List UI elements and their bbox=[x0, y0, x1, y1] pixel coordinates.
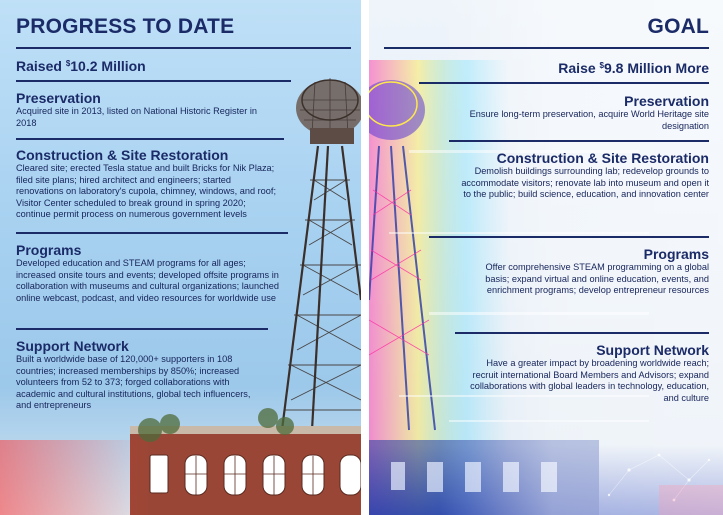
goal-heading-programs: Programs bbox=[643, 246, 709, 262]
section-body-construction: Cleared site; erected Tesla statue and built Bricks for Nik Plaza; filed site plans; hired architect and engineers; started renovations on laboratory's cupola, chimney, windows, and roof; Visitor Center scheduled to break ground in spring 2020; continue permit process on numerous government levels bbox=[16, 163, 276, 220]
construction-divider bbox=[16, 232, 288, 234]
raise-divider bbox=[419, 82, 709, 84]
panel-gap bbox=[361, 0, 369, 515]
raised-amount bbox=[16, 58, 146, 74]
goal-preservation-divider bbox=[449, 140, 709, 142]
raise-amount bbox=[558, 60, 709, 76]
title-divider bbox=[16, 47, 351, 49]
progress-content bbox=[0, 0, 361, 515]
goal-heading-preservation: Preservation bbox=[624, 93, 709, 109]
preservation-divider bbox=[16, 138, 284, 140]
raise-value: 9.8 Million More bbox=[603, 60, 709, 76]
section-body-programs: Developed education and STEAM programs for all ages; increased onsite tours and events; developed offsite programs in collaboration with museums and cultural organizations; launched online webcast, podcast, and video resources for worldwide use bbox=[16, 258, 280, 303]
section-heading-programs: Programs bbox=[16, 242, 82, 258]
raised-divider bbox=[16, 80, 291, 82]
goal-construction-divider bbox=[429, 236, 709, 238]
goal-title-divider bbox=[384, 47, 709, 49]
section-body-support: Built a worldwide base of 120,000+ supporters in 108 countries; increased memberships by 850%; increased volunteers from 52 to 373; forged collaborations with academic and cultural institutions, global tech influencers, and entrepreneurs bbox=[16, 354, 251, 411]
progress-title: PROGRESS TO DATE bbox=[16, 15, 235, 38]
section-body-preservation: Acquired site in 2013, listed on National Historic Register in 2018 bbox=[16, 106, 258, 128]
raised-value: 10.2 Million bbox=[70, 58, 146, 74]
section-heading-preservation: Preservation bbox=[16, 90, 101, 106]
goal-programs-divider bbox=[455, 332, 709, 334]
goal-content bbox=[369, 0, 723, 515]
section-heading-support: Support Network bbox=[16, 338, 129, 354]
progress-panel bbox=[0, 0, 361, 515]
goal-body-support: Have a greater impact by broadening worldwide reach; recruit international Board Members and Advisors; expand collaborations with global leaders in technology, education, and culture bbox=[470, 358, 709, 403]
goal-panel bbox=[369, 0, 723, 515]
dollar-sign: $ bbox=[599, 61, 604, 70]
programs-divider bbox=[16, 328, 268, 330]
raised-prefix: Raised bbox=[16, 58, 66, 74]
goal-title: GOAL bbox=[647, 15, 709, 38]
goal-body-programs: Offer comprehensive STEAM programming on a global basis; expand virtual and online education, events, and enrichment programs; develop entrepreneur resources bbox=[485, 262, 709, 296]
goal-body-construction: Demolish buildings surrounding lab; redevelop grounds to accommodate visitors; renovate lab into museum and open it to the public; build science, education, and innovation center bbox=[461, 166, 709, 200]
goal-heading-construction: Construction & Site Restoration bbox=[496, 150, 709, 166]
section-heading-construction: Construction & Site Restoration bbox=[16, 147, 229, 163]
dollar-sign: $ bbox=[65, 59, 71, 68]
raise-prefix: Raise bbox=[558, 60, 600, 76]
goal-heading-support: Support Network bbox=[596, 342, 709, 358]
goal-body-preservation: Ensure long-term preservation, acquire World Heritage site designation bbox=[469, 109, 709, 131]
